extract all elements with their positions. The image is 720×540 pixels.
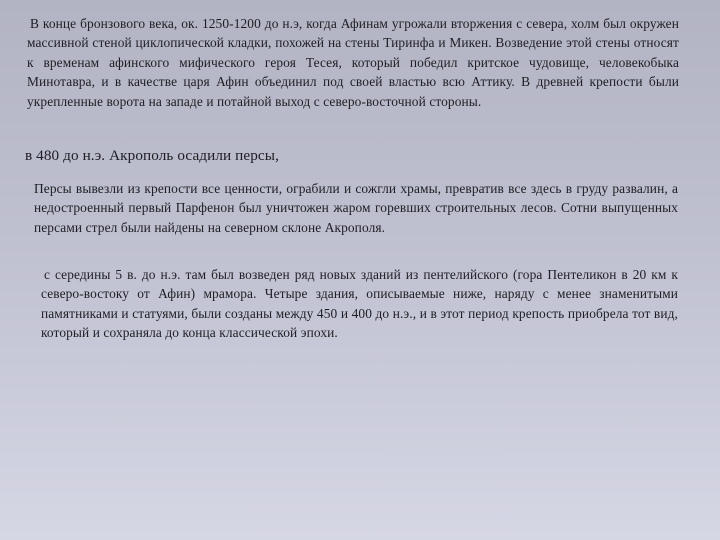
paragraph-persian-destruction: Персы вывезли из крепости все ценности, ограбили и сожгли храмы, превратив все здесь в груду развалин, а недостроенный первый Парфенон был уничтожен жаром горевших строительных лесов. Сотни выпущенных персами стрел были найдены на северном склоне Акрополя. xyxy=(34,181,678,235)
paragraph-persian-siege-heading: в 480 до н.э. Акрополь осадили персы, xyxy=(25,147,279,164)
paragraph-classical-buildings: с середины 5 в. до н.э. там был возведен ряд новых зданий из пентелийского (гора Пентеликон в 20 км к северо-востоку от Афин) мрамора. Четыре здания, описываемые ниже, наряду с менее знаменитыми памятниками и статуями, были созданы между 450 и 400 до н.э., и в этот период крепость приобрела тот вид, который и сохраняла до конца классической эпохи. xyxy=(41,267,678,341)
paragraph-bronze-age-walls: В конце бронзового века, ок. 1250-1200 до н.э, когда Афинам угрожали вторжения с севера, холм был окружен массивной стеной циклопической кладки, похожей на стены Тиринфа и Микен. Возведение этой стены относят к временам афинского мифического героя Тесея, который победил критское чудовище, человекобыка Минотавра, и в качестве царя Афин объединил под своей властью всю Аттику. В древней крепости были укрепленные ворота на западе и потайной выход с северо-восточной стороны. xyxy=(27,16,679,109)
